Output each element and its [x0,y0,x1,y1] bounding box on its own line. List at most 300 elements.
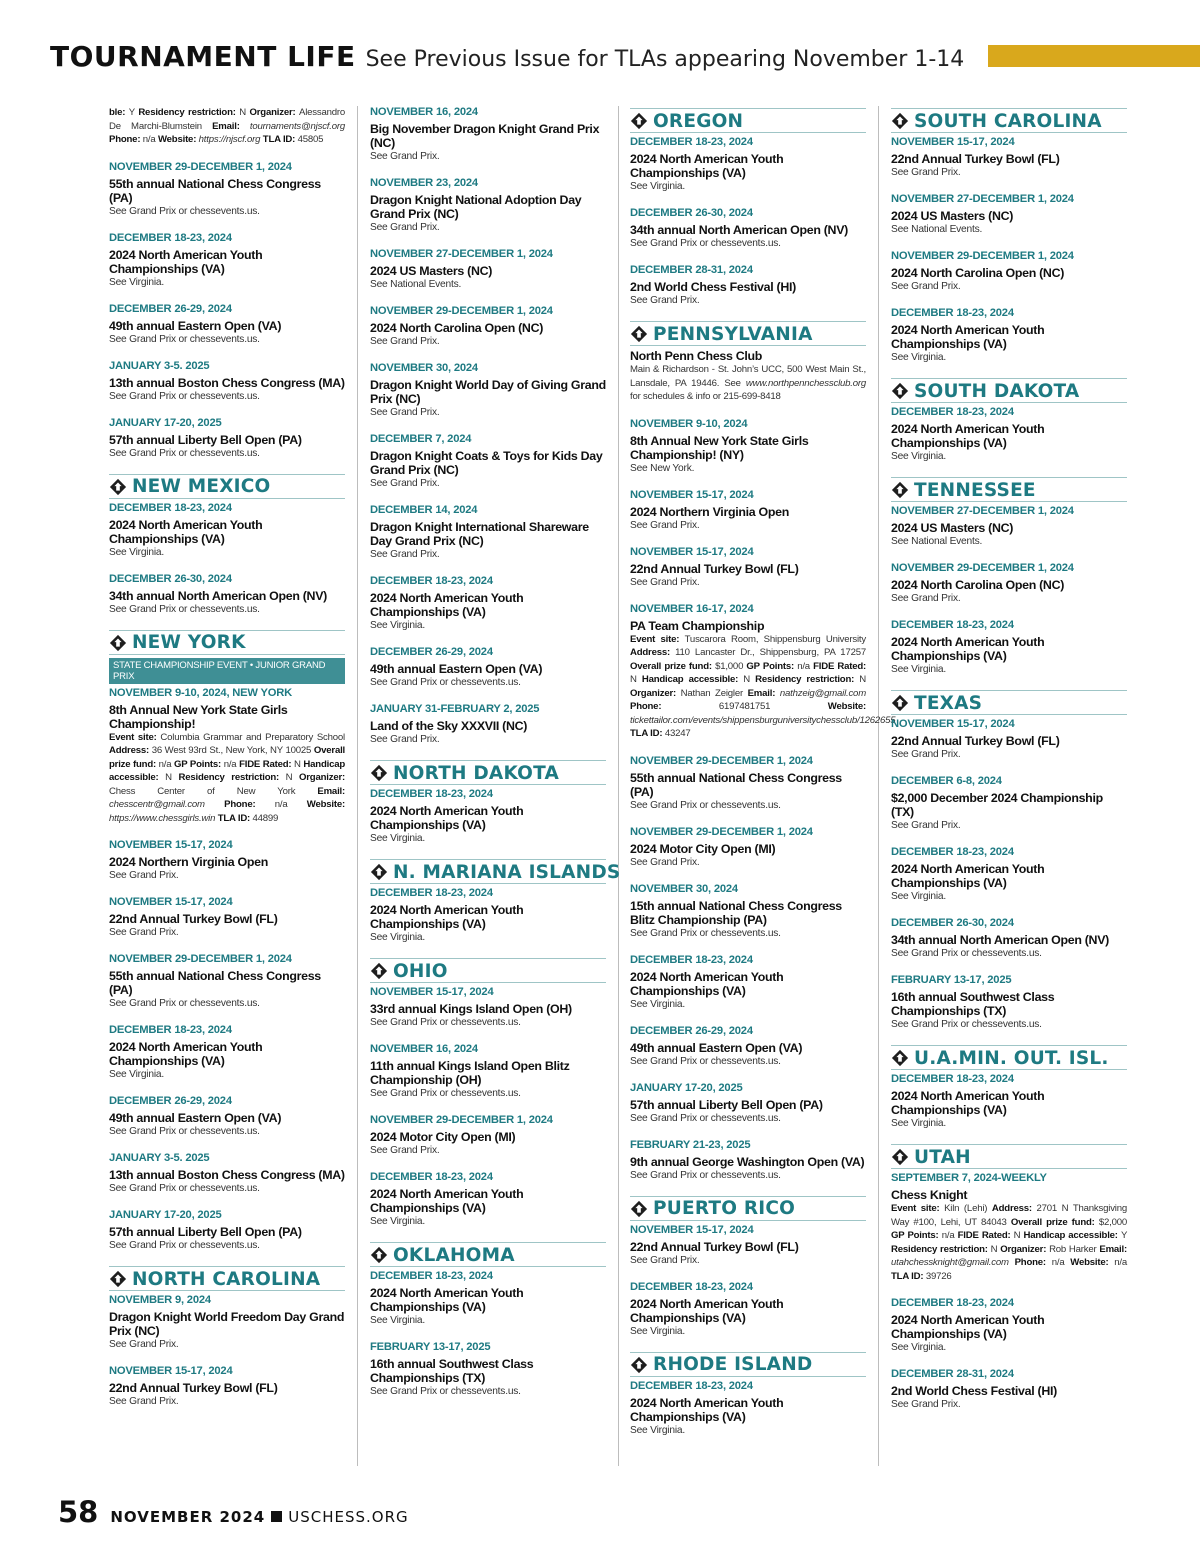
state-heading [891,378,1127,403]
event-note: See Grand Prix. [109,927,179,938]
header-accent-bar [988,45,1200,67]
event-note: See Grand Prix or chessevents.us. [109,998,260,1009]
event-listing [630,826,866,869]
state-marker-icon [891,382,909,400]
section-title: TOURNAMENT LIFE [50,40,356,73]
state-heading [370,1242,606,1267]
event-date: DECEMBER 18-23, 2024 [630,1379,753,1392]
info-label: FIDE Rated: [957,1230,1014,1241]
event-date: JANUARY 17-20, 2025 [109,416,222,429]
event-title: 16th annual Southwest Class Championships (TX) [891,990,1055,1018]
info-label: Website: [1070,1257,1115,1268]
state-name: OREGON [653,110,744,132]
state-name: SOUTH DAKOTA [914,380,1080,402]
event-note: See Grand Prix or chessevents.us. [109,603,260,615]
event-listing [109,1365,345,1408]
event-date: DECEMBER 18-23, 2024 [370,788,493,800]
event-listing [370,305,606,348]
event-listing [370,986,606,1029]
event-title: North Penn Chess Club [630,349,763,363]
event-note: See Virginia. [630,1424,685,1436]
listings [109,106,1129,1478]
event-title: 2nd World Chess Festival (HI) [891,1384,1057,1398]
state-heading [891,477,1127,502]
event-note: See Grand Prix. [630,1254,700,1266]
info-label: Address: [991,1203,1037,1214]
event-date: NOVEMBER 27-DECEMBER 1, 2024 [891,193,1074,205]
event-title: 55th annual National Chess Congress (PA) [109,969,321,997]
event-title: 22nd Annual Turkey Bowl (FL) [891,152,1060,166]
state-marker-icon [891,694,909,712]
event-listing [891,1172,1127,1283]
event-note: See Virginia. [630,1325,685,1337]
event-note: See Grand Prix. [891,167,961,178]
info-text: Chess Center of New York [109,785,318,797]
event-title: 2024 North American Youth Championships (VA) [891,635,1045,663]
event-title: 55th annual National Chess Congress (PA) [630,770,842,799]
info-label: Handicap accessible: [1023,1230,1121,1241]
event-title: 2024 North American Youth Championships (VA) [370,903,524,931]
state-name: NEW YORK [132,632,246,653]
event-listing [109,1024,345,1081]
state-heading [109,630,345,655]
state-marker-icon [370,1246,388,1264]
info-label: Website: [306,799,346,810]
event-date: NOVEMBER 15-17, 2024 [630,488,754,501]
event-note: See Grand Prix or chessevents.us. [109,447,260,459]
listing-continuation [109,106,345,147]
info-text: 39726 [925,1270,952,1282]
info-text: n/a [797,660,814,672]
event-details [630,633,896,741]
event-title: 2024 Northern Virginia Open [109,855,268,869]
event-date: NOVEMBER 9-10, 2024 [630,417,748,430]
section-subtitle: See Previous Issue for TLAs appearing November 1-14 [365,47,965,72]
event-listing [891,1368,1127,1411]
column-2 [370,106,621,1478]
event-title: 2024 Northern Virginia Open [630,504,789,519]
page-header [50,40,964,80]
event-title: 15th annual National Chess Congress Blitz Championship (PA) [630,898,842,927]
info-label: Overall prize fund: [630,660,716,672]
separator-square [271,1511,282,1522]
event-note: See Grand Prix or chessevents.us. [109,333,260,345]
info-label: Event site: [891,1203,945,1214]
event-date: NOVEMBER 29-DECEMBER 1, 2024 [109,160,292,173]
event-listing [630,418,866,475]
listing-details [109,106,345,147]
event-note: See Virginia. [630,998,685,1010]
event-title: 2024 Motor City Open (MI) [370,1130,516,1144]
event-listing [630,546,866,589]
info-label: Email: [747,687,780,699]
event-title: 2024 North American Youth Championships (VA) [370,1187,524,1215]
event-note: See Virginia. [891,451,946,462]
event-note: See Grand Prix. [370,734,440,745]
event-listing [630,207,866,250]
event-date: DECEMBER 18-23, 2024 [891,846,1014,858]
info-text: n/a [223,758,240,770]
event-date: NOVEMBER 15-17, 2024 [109,1365,233,1377]
event-date: DECEMBER 18-23, 2024 [891,619,1014,631]
event-date: DECEMBER 18-23, 2024 [630,136,753,148]
event-note: See National Events. [891,536,983,547]
event-note: See Grand Prix or chessevents.us. [891,948,1042,959]
info-link: https://www.chessgirls.win [109,812,216,824]
event-title: 8th Annual New York State Girls Championship! (NY) [630,433,809,462]
event-listing [630,954,866,1011]
event-listing [630,1025,866,1068]
event-listing [109,417,345,460]
state-marker-icon [891,112,909,130]
event-note: See Grand Prix. [630,295,700,306]
state-heading [891,1144,1127,1169]
info-text: N [743,674,756,685]
event-listing [370,1341,606,1398]
event-note: See Grand Prix. [630,576,700,588]
event-title: 34th annual North American Open (NV) [630,223,848,237]
issue-label: NOVEMBER 2024 [110,1508,266,1526]
event-note: See Virginia. [891,1342,946,1353]
event-listing [370,177,606,234]
event-title: 13th annual Boston Chess Congress (MA) [109,375,345,390]
event-note: See Virginia. [891,664,946,675]
info-text: Y [1120,1230,1127,1241]
info-label: Organizer: [299,772,345,783]
event-note: See Grand Prix. [891,1399,961,1410]
event-note: See Grand Prix or chessevents.us. [630,799,781,811]
event-date: DECEMBER 26-30, 2024 [630,207,753,219]
event-date: DECEMBER 26-30, 2024 [891,917,1014,929]
info-label: Phone: [109,134,143,145]
event-date: NOVEMBER 15-17, 2024 [109,839,233,851]
event-date: JANUARY 17-20, 2025 [109,1209,222,1221]
state-name: NORTH DAKOTA [393,762,559,784]
state-name: PUERTO RICO [653,1198,796,1219]
event-title: Dragon Knight International Shareware Day Grand Prix (NC) [370,520,589,548]
event-listing [109,303,345,346]
info-text: 110 Lancaster Dr., Shippensburg, PA 17257 [675,647,866,658]
event-listing [630,1281,866,1338]
info-text: 43247 [664,728,691,739]
state-marker-icon [891,481,909,499]
event-date: DECEMBER 26-29, 2024 [109,302,232,315]
state-heading [370,958,606,983]
event-date: DECEMBER 18-23, 2024 [370,1270,493,1282]
event-date: DECEMBER 26-29, 2024 [630,1024,753,1037]
page-number: 58 [58,1495,99,1529]
event-title: 2024 North American Youth Championships (VA) [370,804,524,832]
event-listing [891,505,1127,548]
championship-tag: STATE CHAMPIONSHIP EVENT • JUNIOR GRAND PRIX [109,658,345,684]
event-listing [109,687,345,826]
info-label: TLA ID: [891,1270,926,1282]
event-date: DECEMBER 18-23, 2024 [630,1280,753,1293]
event-listing [109,232,345,289]
event-date: NOVEMBER 30, 2024 [630,882,738,895]
event-date: DECEMBER 26-29, 2024 [370,646,493,658]
event-date: DECEMBER 18-23, 2024 [109,231,232,244]
state-marker-icon [109,634,127,652]
state-heading [891,108,1127,133]
event-title: 13th annual Boston Chess Congress (MA) [109,1168,345,1182]
event-title: 57th annual Liberty Bell Open (PA) [109,1225,302,1239]
event-title: 2024 North American Youth Championships (VA) [891,422,1045,450]
info-label: Website: [827,701,867,712]
event-date: JANUARY 3-5. 2025 [109,1152,210,1164]
event-date: DECEMBER 6-8, 2024 [891,775,1002,787]
event-title: Dragon Knight World Freedom Day Grand Prix (NC) [109,1310,345,1338]
event-date: NOVEMBER 15-17, 2024 [370,986,494,998]
event-title: 2024 North American Youth Championships (VA) [630,969,784,998]
event-date: NOVEMBER 9-10, 2024, NEW YORK [109,686,292,699]
event-note: See Grand Prix. [370,151,440,162]
info-link: tournaments@njscf.org [249,120,345,132]
info-label: GP Points: [891,1230,942,1241]
event-title: 2024 North American Youth Championships (VA) [891,862,1045,890]
event-title: 2nd World Chess Festival (HI) [630,280,796,294]
event-details [109,731,345,826]
event-title: 57th annual Liberty Bell Open (PA) [630,1097,823,1112]
event-note: See Virginia. [370,833,425,844]
event-note: See Grand Prix. [891,820,961,831]
event-listing [370,1114,606,1157]
event-date: FEBRUARY 21-23, 2025 [630,1138,751,1151]
event-title: Dragon Knight National Adoption Day Grand Prix (NC) [370,193,582,221]
event-listing [630,349,866,404]
event-date: NOVEMBER 16, 2024 [370,106,478,118]
state-heading [370,859,621,884]
event-title: Chess Knight [891,1188,968,1202]
info-text: Rob Harker [1049,1243,1100,1255]
state-marker-icon [891,1148,909,1166]
info-label: Phone: [224,799,275,810]
info-text: n/a [1051,1257,1071,1268]
event-date: NOVEMBER 29-DECEMBER 1, 2024 [370,1114,553,1126]
info-text: n/a [274,799,307,810]
event-title: 11th annual Kings Island Open Blitz Championship (OH) [370,1059,570,1087]
event-listing [891,775,1127,832]
event-note: See Grand Prix or chessevents.us. [109,1183,260,1194]
info-label: Overall prize fund: [1010,1216,1099,1228]
event-listing [109,839,345,882]
event-note: See Grand Prix or chessevents.us. [630,927,781,939]
event-note: See Grand Prix. [891,281,961,292]
event-date: DECEMBER 18-23, 2024 [891,1073,1014,1085]
state-marker-icon [630,1356,648,1374]
event-listing [891,1073,1127,1130]
event-date: DECEMBER 18-23, 2024 [891,307,1014,319]
event-listing [630,1380,866,1437]
event-note: See Grand Prix. [891,593,961,604]
event-listing [370,433,606,490]
event-note: See Grand Prix or chessevents.us. [109,205,260,217]
event-title: PA Team Championship [630,618,765,633]
info-text: Kiln (Lehi) [944,1203,992,1214]
info-label: ble: [109,107,129,118]
state-marker-icon [109,478,127,496]
event-title: 2024 North Carolina Open (NC) [370,321,544,335]
info-label: Residency restriction: [138,107,240,118]
event-listing [109,573,345,616]
event-listing [370,106,606,163]
state-marker-icon [630,1200,648,1218]
info-label: FIDE Rated: [239,758,295,770]
event-title: 2024 North American Youth Championships (VA) [630,152,784,180]
info-label: Handicap accessible: [641,674,744,685]
event-note: See Virginia. [370,620,425,631]
event-listing [630,1139,866,1182]
event-title: Big November Dragon Knight Grand Prix (NC) [370,122,600,150]
event-note: See Grand Prix or chessevents.us. [630,238,781,249]
event-listing [630,136,866,193]
state-marker-icon [630,325,648,343]
info-label: Organizer: [249,107,299,118]
event-date: DECEMBER 18-23, 2024 [370,887,493,899]
event-listing [891,846,1127,903]
info-text: N [285,772,299,783]
event-title: 22nd Annual Turkey Bowl (FL) [109,912,278,926]
info-label: Phone: [630,701,719,712]
event-note: See Grand Prix or chessevents.us. [109,1240,260,1251]
info-text: N [990,1243,1001,1255]
info-label: Organizer: [1000,1243,1050,1255]
event-title: 2024 North American Youth Championships (VA) [109,517,263,546]
event-note: See Grand Prix or chessevents.us. [109,390,260,402]
event-note: See Grand Prix. [370,407,440,418]
event-date: NOVEMBER 15-17, 2024 [630,1223,754,1236]
event-title: 55th annual National Chess Congress (PA) [109,176,321,205]
event-title: 16th annual Southwest Class Championships (TX) [370,1357,534,1385]
event-date: DECEMBER 14, 2024 [370,504,478,516]
event-note: See Grand Prix or chessevents.us. [891,1019,1042,1030]
state-name: UTAH [914,1146,971,1168]
info-text: N [1013,1230,1024,1241]
event-date: NOVEMBER 27-DECEMBER 1, 2024 [891,505,1074,517]
event-date: SEPTEMBER 7, 2024-WEEKLY [891,1172,1047,1184]
info-label: Residency restriction: [178,772,286,783]
event-note: See Grand Prix or chessevents.us. [630,1112,781,1124]
column-3 [630,106,896,1478]
event-title: 2024 North American Youth Championships (VA) [630,1296,784,1325]
event-date: NOVEMBER 29-DECEMBER 1, 2024 [109,953,292,965]
state-marker-icon [370,962,388,980]
event-note: See Virginia. [891,1118,946,1129]
event-title: 2024 North American Youth Championships (VA) [370,591,524,619]
event-listing [630,883,866,940]
event-title: 2024 North American Youth Championships (VA) [891,1313,1045,1341]
event-title: 33rd annual Kings Island Open (OH) [370,1002,572,1016]
event-note: See National Events. [891,224,983,235]
event-listing [891,307,1127,364]
event-note: See Virginia. [370,932,425,943]
event-title: 2024 US Masters (NC) [370,264,493,278]
info-label: Handicap accessible: [109,758,346,783]
info-label: Email: [212,120,250,132]
event-listing [630,489,866,532]
event-listing [891,974,1127,1031]
event-title: 2024 North Carolina Open (NC) [891,266,1065,280]
event-title: 2024 North American Youth Championships (VA) [891,1089,1045,1117]
info-link: tickettailor.com/events/shippensburguniversitychessclub/1262655 [630,714,896,726]
state-marker-icon [891,1049,909,1067]
event-date: DECEMBER 18-23, 2024 [370,575,493,587]
info-text: N [165,772,179,783]
event-listing [109,953,345,1010]
info-text: $2,000 [1098,1216,1127,1228]
event-title: 2024 US Masters (NC) [891,521,1014,535]
event-date: DECEMBER 18-23, 2024 [891,406,1014,418]
site-label: USCHESS.ORG [288,1508,409,1526]
event-details [630,363,866,404]
event-listing [891,917,1127,960]
info-label: Email: [317,785,345,797]
event-note: See Grand Prix. [370,549,440,560]
event-note: See Virginia. [109,1069,164,1080]
info-link: utahchessknight@gmail.com [891,1257,1009,1268]
event-date: DECEMBER 18-23, 2024 [109,1024,232,1036]
event-note: See Virginia. [109,546,164,558]
event-listing [109,1152,345,1195]
state-marker-icon [109,1270,127,1288]
state-heading [109,474,345,499]
info-text: 44899 [252,812,279,824]
info-label: Email: [1099,1243,1127,1255]
event-date: DECEMBER 28-31, 2024 [630,264,753,276]
info-text: N [294,758,304,770]
info-text: n/a [1114,1257,1128,1268]
info-label: FIDE Rated: [813,660,867,672]
info-label: Address: [630,647,676,658]
event-date: NOVEMBER 15-17, 2024 [891,136,1015,148]
event-listing [370,504,606,561]
event-date: NOVEMBER 9, 2024 [109,1294,211,1306]
state-name: N. MARIANA ISLANDS [393,861,621,883]
info-label: Address: [109,745,152,756]
state-name: PENNSYLVANIA [653,323,813,345]
event-listing [891,406,1127,463]
event-listing [109,1209,345,1252]
info-text: n/a [158,758,175,770]
event-listing [891,250,1127,293]
info-label: Residency restriction: [891,1243,991,1255]
event-date: DECEMBER 18-23, 2024 [370,1171,493,1183]
event-date: NOVEMBER 29-DECEMBER 1, 2024 [891,250,1074,262]
event-title: 2024 US Masters (NC) [891,209,1014,223]
event-note: See Grand Prix. [370,1145,440,1156]
info-link: chesscentr@gmail.com [109,799,205,810]
info-text: 2701 N Thanksgiving Way #100, Lehi, UT 84043 [891,1203,1127,1228]
event-date: DECEMBER 18-23, 2024 [630,953,753,966]
info-text: Nathan Zeigler [680,687,748,699]
event-listing [370,646,606,689]
info-label: TLA ID: [217,812,253,824]
event-listing [370,1171,606,1228]
event-note: See Grand Prix. [109,870,179,881]
info-text: N [859,674,866,685]
event-title: 2024 North American Youth Championships (VA) [630,1395,784,1424]
info-text: Main & Richardson - St. John’s UCC, 500 West Main St., Lansdale, PA 19446. See [630,364,866,389]
info-link: www.northpennchessclub.org [745,377,866,389]
info-text: 6197481751 [718,701,828,712]
event-listing [630,1082,866,1125]
event-note: See Grand Prix. [630,519,700,531]
event-note: See Grand Prix or chessevents.us. [109,1126,260,1137]
event-title: 22nd Annual Turkey Bowl (FL) [630,561,799,576]
state-heading [630,1352,866,1377]
event-note: See Grand Prix. [370,336,440,347]
event-title: 2024 North American Youth Championships (VA) [891,323,1045,351]
